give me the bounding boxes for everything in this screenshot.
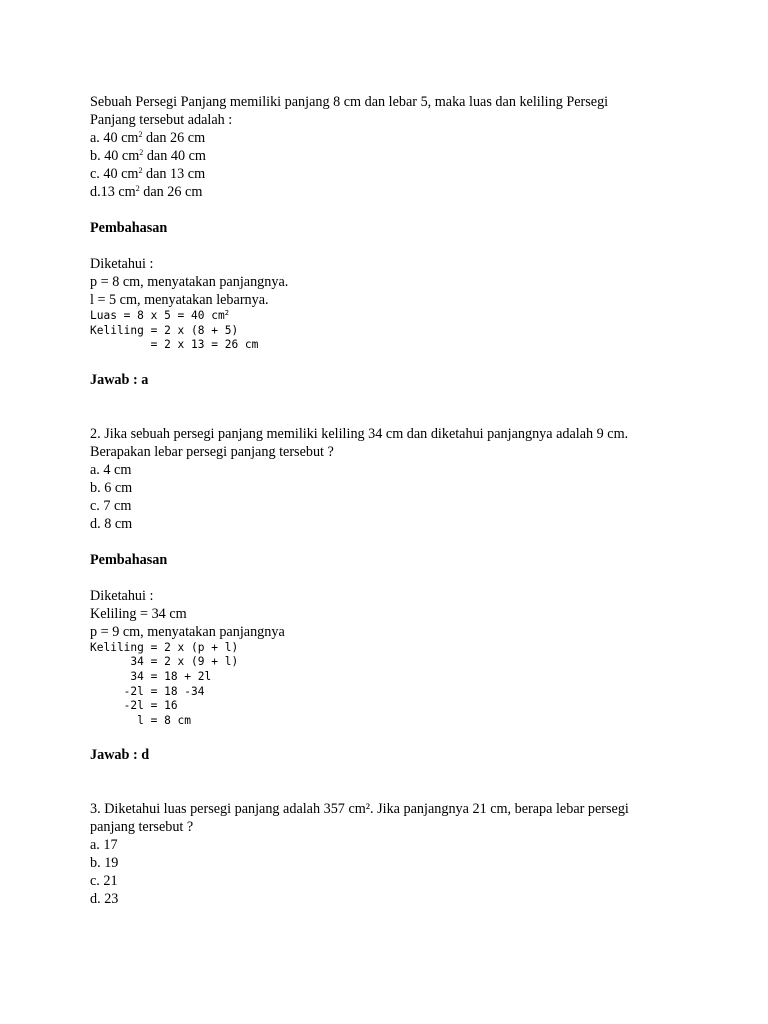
question-3-option-c: c. 21 (90, 873, 118, 890)
question-1-work-luas: Luas = 8 x 5 = 40 $cm^2$ (90, 309, 229, 322)
question-3-option-b: b. 19 (90, 855, 119, 872)
question-2-discussion-heading: Pembahasan (90, 551, 168, 568)
question-1-known-heading: Diketahui : (90, 256, 154, 272)
question-2-option-c: c. 7 cm (90, 497, 132, 514)
question-2-option-b: b. 6 cm (90, 479, 133, 496)
document-page (90, 93, 690, 908)
question-1 (90, 93, 690, 389)
question-1-option-a: a. 40 $cm^2$ dan 26 cm (90, 130, 206, 146)
question-1-option-c: c. 40 $cm^2$ dan 13 cm (90, 166, 206, 182)
question-2-work-line-2: 34 = 2 x (9 + l) (90, 655, 239, 669)
question-2-work-line-6: l = 8 cm (90, 713, 192, 727)
question-1-work-line-1: Keliling = 2 x (8 + 5) (90, 323, 239, 337)
question-2-option-a: a. 4 cm (90, 461, 132, 478)
question-3-text-line-2: panjang tersebut ? (90, 819, 194, 836)
question-1-option-d: d.13 $cm^2$ dan 26 cm (90, 184, 203, 200)
question-2-option-d: d. 8 cm (90, 515, 133, 532)
question-2-known-line-1: Keliling = 34 cm (90, 605, 187, 622)
question-1-text-line-1: Sebuah Persegi Panjang memiliki panjang 8 cm dan lebar 5, maka luas dan keliling Persegi (90, 94, 609, 110)
question-1-known-line-1: p = 8 cm, menyatakan panjangnya. (90, 274, 289, 290)
question-2-work-line-3: 34 = 18 + 2l (90, 669, 212, 683)
question-1-text-line-2: Panjang tersebut adalah : (90, 112, 233, 128)
question-2-work-line-4: -2l = 18 -34 (90, 684, 205, 698)
question-1-discussion-heading: Pembahasan (90, 220, 168, 236)
question-2-work-line-5: -2l = 16 (90, 699, 178, 713)
question-3 (90, 800, 690, 908)
question-1-known-line-2: l = 5 cm, menyatakan lebarnya. (90, 292, 269, 308)
question-3-option-a: a. 17 (90, 837, 118, 854)
question-2-work-line-1: Keliling = 2 x (p + l) (90, 640, 239, 654)
question-2 (90, 425, 690, 765)
question-2-text-line-2: Berapakan lebar persegi panjang tersebut ? (90, 443, 334, 460)
question-1-work-line-2: = 2 x 13 = 26 cm (90, 338, 259, 352)
question-1-option-b: b. 40 $cm^2$ dan 40 cm (90, 148, 206, 164)
question-1-answer: Jawab : a (90, 371, 149, 388)
question-2-known-line-2: p = 9 cm, menyatakan panjangnya (90, 623, 285, 640)
question-2-answer: Jawab : d (90, 747, 150, 764)
question-2-known-heading: Diketahui : (90, 587, 154, 604)
question-3-text-line-1: 3. Diketahui luas persegi panjang adalah 357 cm². Jika panjangnya 21 cm, berapa lebar persegi (90, 801, 629, 818)
question-2-text-line-1: 2. Jika sebuah persegi panjang memiliki keliling 34 cm dan diketahui panjangnya adalah 9 cm. (90, 425, 629, 442)
question-3-option-d: d. 23 (90, 891, 119, 908)
